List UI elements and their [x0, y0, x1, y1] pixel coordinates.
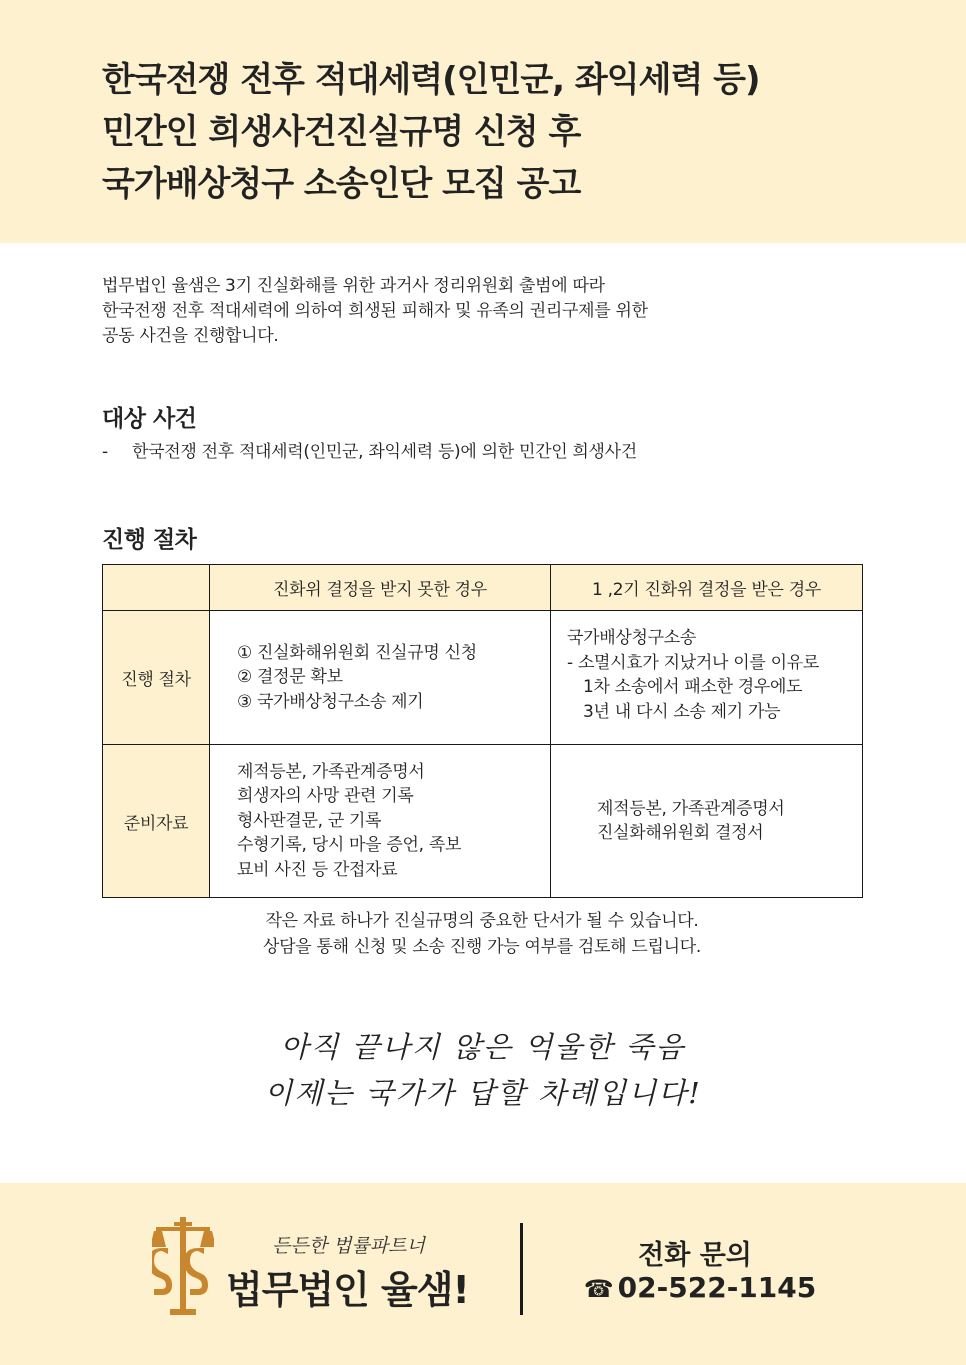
- firm-name: 법무법인 율샘!: [226, 1268, 469, 1312]
- procedure-heading: 진행 절차: [102, 527, 197, 553]
- procedure-b-line-3: 1차 소송에서 패소한 경우에도: [583, 677, 803, 697]
- row-label-procedure: 진행 절차: [103, 611, 210, 745]
- scales-of-justice-logo-icon: [152, 1217, 214, 1317]
- phone-number[interactable]: 02-522-1145: [617, 1271, 817, 1304]
- intro-line-2: 한국전쟁 전후 적대세력에 의하여 희생된 피해자 및 유족의 권리구제를 위한: [102, 301, 648, 321]
- header-cell-empty: [103, 565, 210, 611]
- contact-phone[interactable]: [580, 1271, 820, 1304]
- procedure-b-line-2: - 소멸시효가 지났거나 이를 이유로: [567, 652, 819, 673]
- note-line-2: 상담을 통해 신청 및 소송 진행 가능 여부를 검토해 드립니다.: [263, 937, 701, 957]
- title-line-2: 민간인 희생사건진실규명 신청 후: [102, 112, 581, 152]
- row-label-materials: 준비자료: [103, 745, 210, 898]
- telephone-icon: ☎: [583, 1275, 614, 1303]
- materials-a-line-4: 수형기록, 당시 마을 증언, 족보: [237, 835, 462, 856]
- procedure-table: [102, 564, 863, 898]
- target-case-text: 한국전쟁 전후 적대세력(인민군, 좌익세력 등)에 의한 민간인 희생사건: [132, 442, 637, 462]
- header-cell-with-decision: 1 ,2기 진화위 결정을 받은 경우: [551, 565, 863, 611]
- intro-line-1: 법무법인 율샘은 3기 진실화해를 위한 과거사 정리위원회 출범에 따라: [102, 276, 605, 296]
- handwritten-slogan: [0, 1024, 966, 1116]
- table-row: [103, 611, 863, 745]
- page-title: [102, 54, 902, 210]
- table-header-row: [103, 565, 863, 611]
- procedure-with-decision-cell: [551, 611, 863, 745]
- slogan-line-1: 아직 끝나지 않은 억울한 죽음: [280, 1030, 686, 1064]
- target-case-heading: 대상 사건: [102, 406, 197, 432]
- procedure-b-line-1: 국가배상청구소송: [567, 628, 696, 648]
- materials-a-line-3: 형사판결문, 군 기록: [237, 810, 382, 831]
- target-case-item: [102, 437, 637, 462]
- header-banner: [0, 0, 966, 243]
- materials-a-line-1: 제적등본, 가족관계증명서: [237, 761, 425, 782]
- contact-label: 전화 문의: [638, 1240, 752, 1271]
- materials-b-line-1: 제적등본, 가족관계증명서: [597, 798, 785, 819]
- materials-no-decision-cell: [210, 745, 551, 898]
- intro-paragraph: [102, 274, 882, 349]
- procedure-b-line-4: 3년 내 다시 소송 제기 가능: [583, 701, 781, 722]
- title-line-3: 국가배상청구 소송인단 모집 공고: [102, 164, 581, 204]
- note-line-1: 작은 자료 하나가 진실규명의 중요한 단서가 될 수 있습니다.: [265, 911, 699, 931]
- bullet-dash: -: [102, 442, 108, 462]
- firm-tagline: 든든한 법률파트너: [272, 1235, 425, 1257]
- procedure-step-1: ① 진실화해위원회 진실규명 신청: [237, 642, 477, 663]
- procedure-no-decision-cell: [210, 611, 551, 745]
- intro-line-3: 공동 사건을 진행합니다.: [102, 326, 279, 346]
- materials-b-line-2: 진실화해위원회 결정서: [597, 823, 764, 843]
- materials-a-line-5: 묘비 사진 등 간접자료: [237, 859, 398, 880]
- table-row: [103, 745, 863, 898]
- footer-banner: [0, 1183, 966, 1365]
- slogan-line-2: 이제는 국가가 답할 차례입니다!: [264, 1076, 702, 1110]
- footer-divider: [520, 1223, 523, 1315]
- header-cell-no-decision: 진화위 결정을 받지 못한 경우: [210, 565, 551, 611]
- materials-a-line-2: 희생자의 사망 관련 기록: [237, 786, 414, 807]
- materials-with-decision-cell: [551, 745, 863, 898]
- consultation-note: [102, 908, 862, 960]
- procedure-step-3: ③ 국가배상청구소송 제기: [237, 691, 424, 712]
- procedure-step-2: ② 결정문 확보: [237, 667, 343, 688]
- title-line-1: 한국전쟁 전후 적대세력(인민군, 좌익세력 등): [102, 60, 760, 100]
